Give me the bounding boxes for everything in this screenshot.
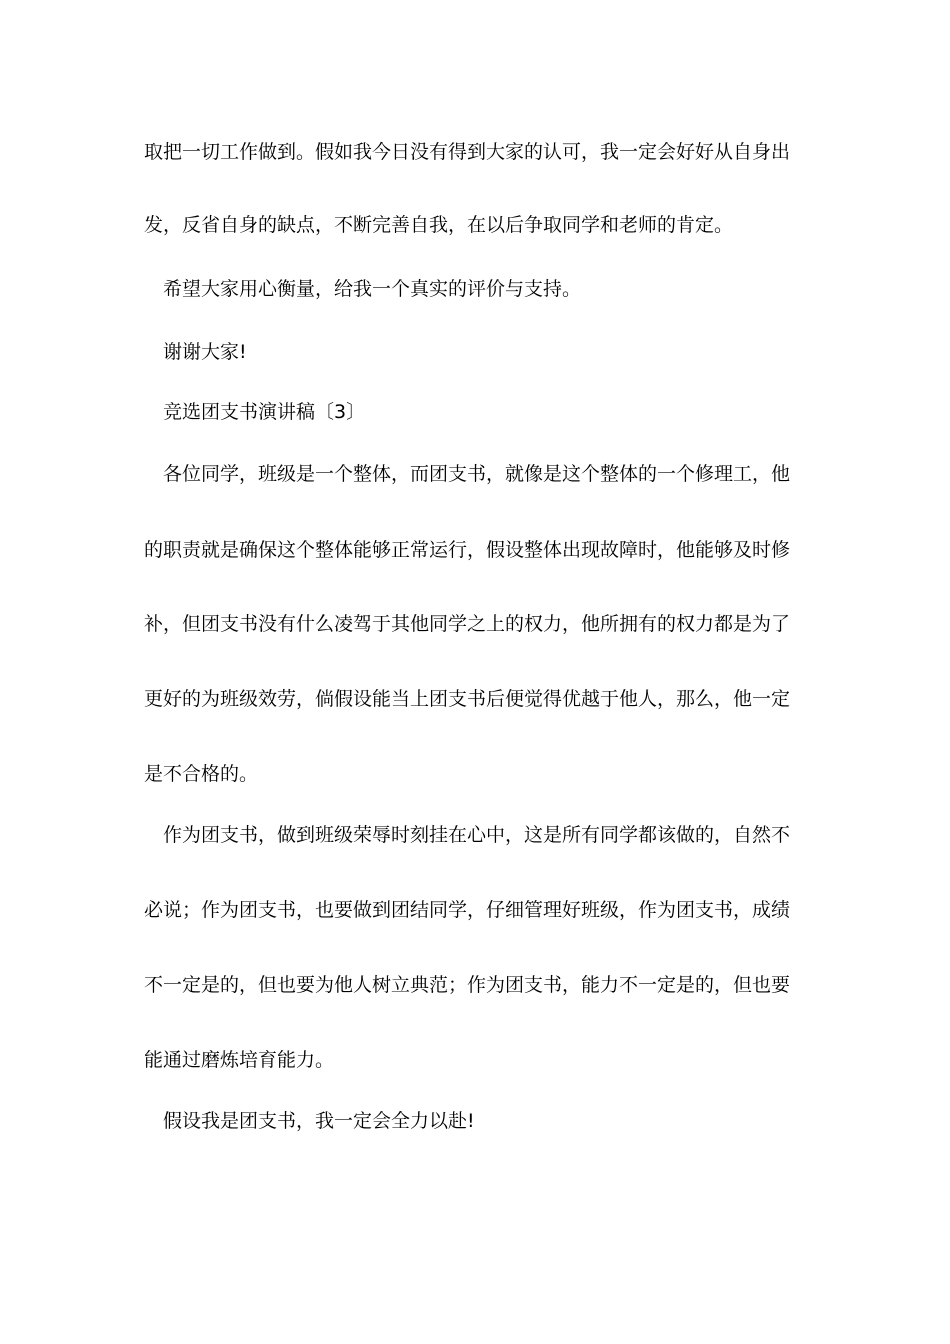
paragraph-line: 谢谢大家!: [163, 341, 247, 363]
paragraph-line: 希望大家用心衡量，给我一个真实的评价与支持。: [163, 278, 582, 300]
paragraph-line: 必说；作为团支书，也要做到团结同学，仔细管理好班级，作为团支书，成绩: [144, 899, 791, 921]
paragraph-line: 取把一切工作做到。假如我今日没有得到大家的认可，我一定会好好从自身出: [144, 141, 791, 163]
paragraph-line: 更好的为班级效劳，倘假设能当上团支书后便觉得优越于他人，那么，他一定: [144, 688, 791, 710]
paragraph-line: 发，反省自身的缺点，不断完善自我，在以后争取同学和老师的肯定。: [144, 214, 734, 236]
paragraph-line: 能通过磨炼培育能力。: [144, 1049, 335, 1071]
paragraph-line: 是不合格的。: [144, 763, 259, 785]
section-heading: 竞选团支书演讲稿〔3〕: [163, 401, 366, 423]
paragraph-line: 不一定是的，但也要为他人树立典范；作为团支书，能力不一定是的，但也要: [144, 974, 791, 996]
paragraph-line: 的职责就是确保这个整体能够正常运行，假设整体出现故障时，他能够及时修: [144, 539, 791, 561]
paragraph-line: 作为团支书，做到班级荣辱时刻挂在心中，这是所有同学都该做的，自然不: [163, 824, 791, 846]
paragraph-line: 补，但团支书没有什么凌驾于其他同学之上的权力，他所拥有的权力都是为了: [144, 613, 791, 635]
paragraph-line: 各位同学，班级是一个整体，而团支书，就像是这个整体的一个修理工，他: [163, 463, 791, 485]
paragraph-line: 假设我是团支书，我一定会全力以赴!: [163, 1110, 475, 1132]
